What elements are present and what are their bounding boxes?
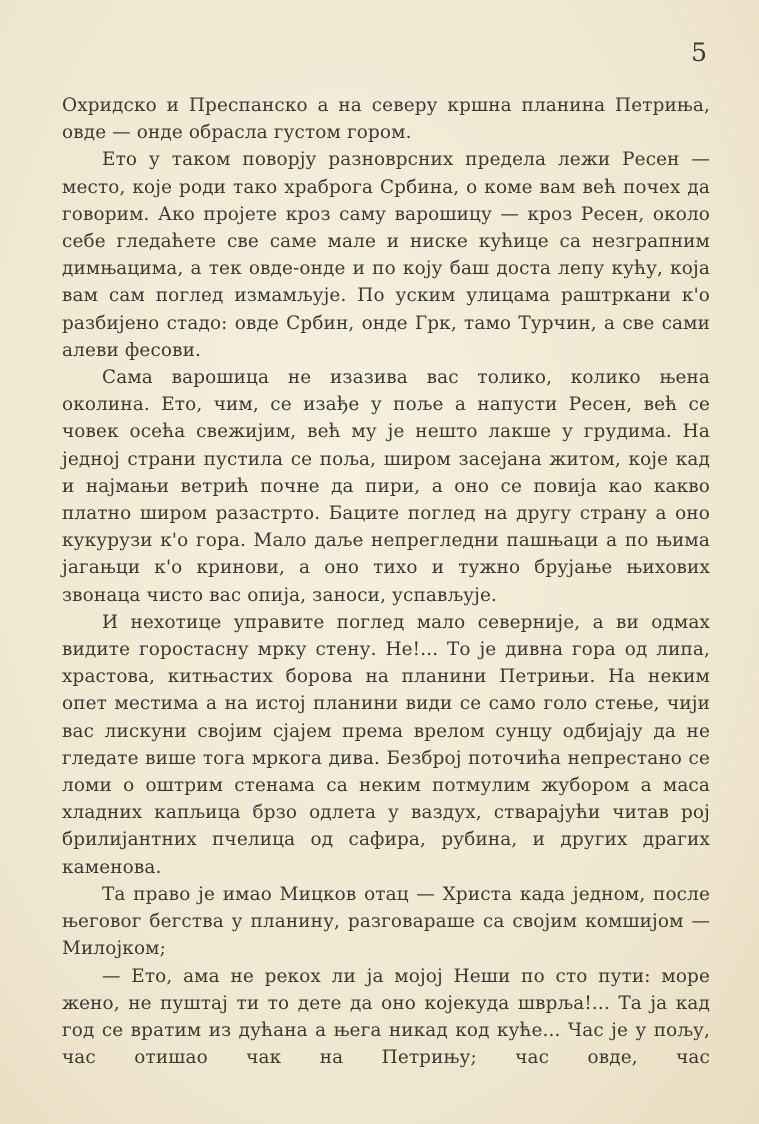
paragraph-4: И нехотице управите поглед мало северније, а ви одмах видите горостасну мрку стену. Не!... То је дивна гора од липа, храстова, китњастих борова на планини Петрињи. На неким опет местима а на истој планини види се само голо стење, чији вас лискуни својим сјајем према врелом сунцу одбијају да не гледате више тога мркога дива. Безброј поточића непрестано се ломи о оштрим стенама са неким потмулим жубором а маса хладних капљица брзо одлета у ваздух, стварајући читав рој брилијантних пчелица од сафира, рубина, и других драгих каменова. — [62, 611, 710, 878]
paragraph-5: Та право је имао Мицков отац — Христа када једном, после његовог бегства у планину, разговараше са својим комшијом — Милојком; — [62, 883, 710, 960]
paragraph-2: Ето у таком поворју разноврсних предела лежи Ресен — место, које роди тако храброга Србина, о коме вам већ почех да говорим. Ако пројете кроз саму варошицу — кроз Ресен, около себе гледаћете све саме мале и ниске кућице са незграпним димњацима, а тек овде-онде и по коју баш доста лепу кућу, која вам сам поглед измамљује. По уским улицама раштркани к'о разбијено стадо: овде Србин, онде Грк, тамо Турчин, а све сами алеви фесови. — [62, 149, 710, 361]
paragraph-1: Охридско и Преспанско а на северу кршна планина Петриња, овде — онде обрасла густом гором. — [62, 95, 710, 144]
paragraph-3: Сама варошица не изазива вас толико, колико њена околина. Ето, чим, се изађе у поље а напусти Ресен, већ се човек осећа свежијим, већ му је нешто лакше у грудима. На једној страни пустила се поља, широм засејана житом, које кад и најмањи ветрић почне да пири, а оно се повија као какво платно широм разастрто. Баците поглед на другу страну а оно кукурузи к'о гора. Мало даље непрегледни пашњаци а по њима јагањци к'о кринови, а оно тихо и тужно брујање њихових звонаца чисто вас опија, заноси, успављује. — [62, 367, 710, 606]
paragraph-6: — Ето, ама не рекох ли ја мојој Неши по сто пути: море жено, не пуштај ти то дете да оно којекуда шврља!... Та ја кад год се вратим из дућана а њега никад код куће... Час је у пољу, час отишао чак на Петрињу; час овде, час — [62, 965, 710, 1069]
page-number: 5 — [691, 38, 707, 67]
body-text — [62, 92, 710, 1071]
